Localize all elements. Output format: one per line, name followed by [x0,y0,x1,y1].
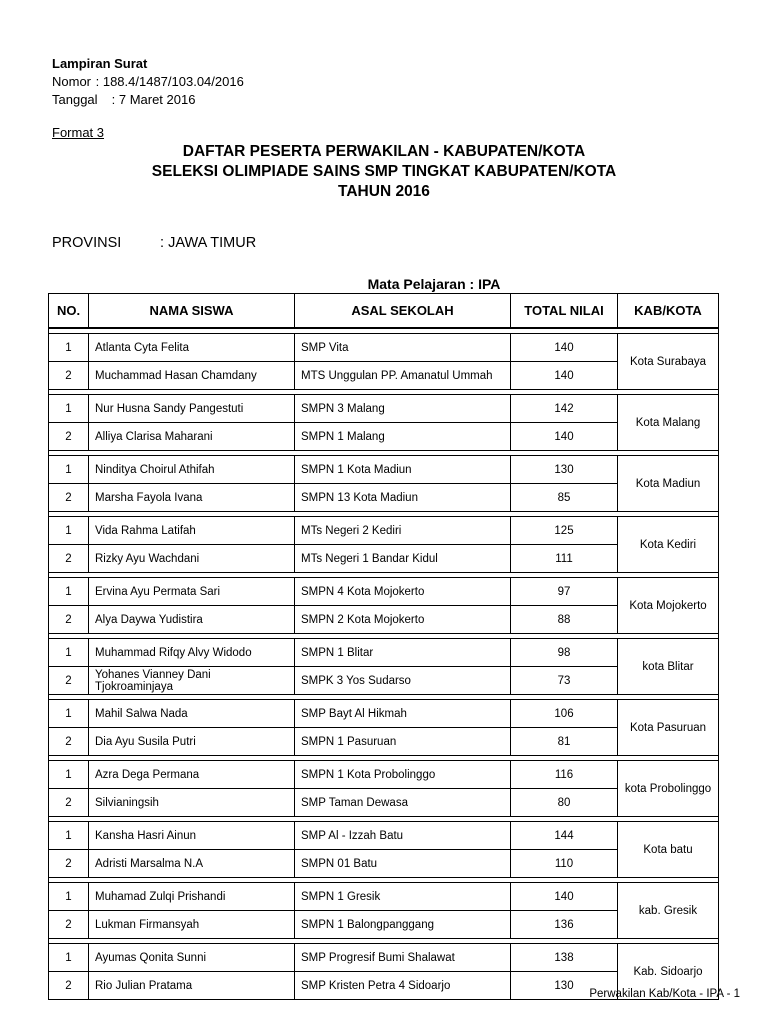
cell-nilai: 98 [511,639,618,667]
cell-nama: Adristi Marsalma N.A [89,850,295,878]
cell-nilai: 140 [511,423,618,451]
col-nama: NAMA SISWA [89,294,295,329]
cell-nilai: 140 [511,334,618,362]
cell-nilai: 125 [511,517,618,545]
cell-nilai: 144 [511,822,618,850]
cell-nilai: 85 [511,484,618,512]
cell-kab: kota Blitar [618,639,719,695]
cell-nama: Atlanta Cyta Felita [89,334,295,362]
cell-nilai: 140 [511,362,618,390]
cell-kab: Kab. Sidoarjo [618,944,719,1000]
cell-nilai: 73 [511,667,618,695]
cell-sekolah: SMPN 4 Kota Mojokerto [295,578,511,606]
cell-no: 2 [49,545,89,573]
cell-nilai: 142 [511,395,618,423]
cell-nilai: 81 [511,728,618,756]
cell-sekolah: SMPN 13 Kota Madiun [295,484,511,512]
col-kab: KAB/KOTA [618,294,719,329]
cell-no: 1 [49,639,89,667]
title-line-3: TAHUN 2016 [338,183,430,200]
cell-nama: Ninditya Choirul Athifah [89,456,295,484]
cell-no: 2 [49,484,89,512]
cell-kab: Kota Mojokerto [618,578,719,634]
cell-nama: Ayumas Qonita Sunni [89,944,295,972]
cell-sekolah: SMP Kristen Petra 4 Sidoarjo [295,972,511,1000]
page-footer: Perwakilan Kab/Kota - IPA - 1 [589,988,740,1000]
cell-sekolah: SMPN 2 Kota Mojokerto [295,606,511,634]
table-row [49,822,719,850]
cell-no: 2 [49,606,89,634]
cell-nama: Muhamad Zulqi Prishandi [89,883,295,911]
cell-kab: kab. Gresik [618,883,719,939]
mata-pelajaran [0,276,768,292]
cell-no: 1 [49,334,89,362]
cell-sekolah: MTs Negeri 2 Kediri [295,517,511,545]
table-row [49,578,719,606]
cell-sekolah: SMPK 3 Yos Sudarso [295,667,511,695]
title-line-2: SELEKSI OLIMPIADE SAINS SMP TINGKAT KABUPATEN/KOTA [151,163,617,180]
nomor-value: : 188.4/1487/103.04/2016 [95,74,244,89]
table-row [49,761,719,789]
cell-sekolah: SMPN 3 Malang [295,395,511,423]
cell-sekolah: MTs Negeri 1 Bandar Kidul [295,545,511,573]
cell-kab: Kota Pasuruan [618,700,719,756]
cell-sekolah: SMP Bayt Al Hikmah [295,700,511,728]
cell-sekolah: SMPN 1 Pasuruan [295,728,511,756]
cell-sekolah: SMP Taman Dewasa [295,789,511,817]
participant-table [48,293,719,1000]
cell-nama: Dia Ayu Susila Putri [89,728,295,756]
cell-nama: Lukman Firmansyah [89,911,295,939]
tanggal-value: : 7 Maret 2016 [111,92,196,107]
cell-no: 1 [49,944,89,972]
cell-nama: Vida Rahma Latifah [89,517,295,545]
cell-kab: Kota Malang [618,395,719,451]
cell-no: 2 [49,362,89,390]
cell-nama: Silvianingsih [89,789,295,817]
cell-kab: Kota Surabaya [618,334,719,390]
table-row [49,334,719,362]
title-line-1: DAFTAR PESERTA PERWAKILAN - KABUPATEN/KOTA [182,143,586,160]
col-nilai: TOTAL NILAI [511,294,618,329]
table-row [49,700,719,728]
cell-nama: Kansha Hasri Ainun [89,822,295,850]
cell-sekolah: SMPN 1 Blitar [295,639,511,667]
cell-no: 2 [49,911,89,939]
col-sekolah: ASAL SEKOLAH [295,294,511,329]
cell-nama: Yohanes Vianney Dani Tjokroaminjaya [89,667,295,695]
table-row [49,456,719,484]
nomor-line [52,74,244,90]
cell-no: 2 [49,667,89,695]
cell-nama: Ervina Ayu Permata Sari [89,578,295,606]
cell-nama: Alliya Clarisa Maharani [89,423,295,451]
cell-no: 1 [49,883,89,911]
cell-nama: Alya Daywa Yudistira [89,606,295,634]
format-label: Format 3 [52,125,105,140]
cell-nilai: 97 [511,578,618,606]
cell-kab: kota Probolinggo [618,761,719,817]
cell-nilai: 130 [511,456,618,484]
provinsi-line [52,235,256,251]
cell-nilai: 130 [511,972,618,1000]
cell-sekolah: SMPN 1 Kota Madiun [295,456,511,484]
cell-nama: Rio Julian Pratama [89,972,295,1000]
mata-pelajaran-text: Mata Pelajaran : IPA [367,276,501,292]
cell-kab: Kota Madiun [618,456,719,512]
cell-no: 1 [49,456,89,484]
table-row [49,517,719,545]
table-header-row [49,294,719,329]
cell-no: 1 [49,700,89,728]
cell-nilai: 110 [511,850,618,878]
cell-nama: Nur Husna Sandy Pangestuti [89,395,295,423]
cell-no: 2 [49,850,89,878]
cell-nama: Muchammad Hasan Chamdany [89,362,295,390]
cell-sekolah: SMPN 1 Gresik [295,883,511,911]
letter-header-title: Lampiran Surat [52,56,148,71]
nomor-label: Nomor [52,74,92,89]
cell-nilai: 88 [511,606,618,634]
cell-sekolah: SMP Vita [295,334,511,362]
provinsi-value: : JAWA TIMUR [160,235,257,251]
cell-sekolah: SMPN 1 Kota Probolinggo [295,761,511,789]
cell-no: 1 [49,395,89,423]
cell-nilai: 138 [511,944,618,972]
table-row [49,944,719,972]
cell-no: 2 [49,972,89,1000]
tanggal-label: Tanggal [52,92,98,107]
cell-nama: Azra Dega Permana [89,761,295,789]
cell-sekolah: SMP Progresif Bumi Shalawat [295,944,511,972]
cell-sekolah: SMPN 1 Balongpanggang [295,911,511,939]
cell-sekolah: SMPN 1 Malang [295,423,511,451]
cell-nama: Marsha Fayola Ivana [89,484,295,512]
table-row [49,395,719,423]
cell-sekolah: MTS Unggulan PP. Amanatul Ummah [295,362,511,390]
cell-no: 1 [49,517,89,545]
cell-no: 1 [49,822,89,850]
cell-nilai: 136 [511,911,618,939]
cell-nama: Muhammad Rifqy Alvy Widodo [89,639,295,667]
cell-sekolah: SMPN 01 Batu [295,850,511,878]
col-no: NO. [49,294,89,329]
cell-no: 2 [49,728,89,756]
cell-kab: Kota Kediri [618,517,719,573]
cell-nilai: 111 [511,545,618,573]
cell-no: 2 [49,423,89,451]
cell-no: 1 [49,761,89,789]
cell-no: 2 [49,789,89,817]
cell-no: 1 [49,578,89,606]
cell-sekolah: SMP Al - Izzah Batu [295,822,511,850]
table-row [49,883,719,911]
cell-nilai: 80 [511,789,618,817]
table-row [49,639,719,667]
cell-nilai: 140 [511,883,618,911]
provinsi-label: PROVINSI [52,235,122,251]
cell-nilai: 106 [511,700,618,728]
cell-kab: Kota batu [618,822,719,878]
cell-nama: Mahil Salwa Nada [89,700,295,728]
cell-nilai: 116 [511,761,618,789]
cell-nama: Rizky Ayu Wachdani [89,545,295,573]
table-body [49,328,719,1000]
tanggal-line [52,92,195,108]
